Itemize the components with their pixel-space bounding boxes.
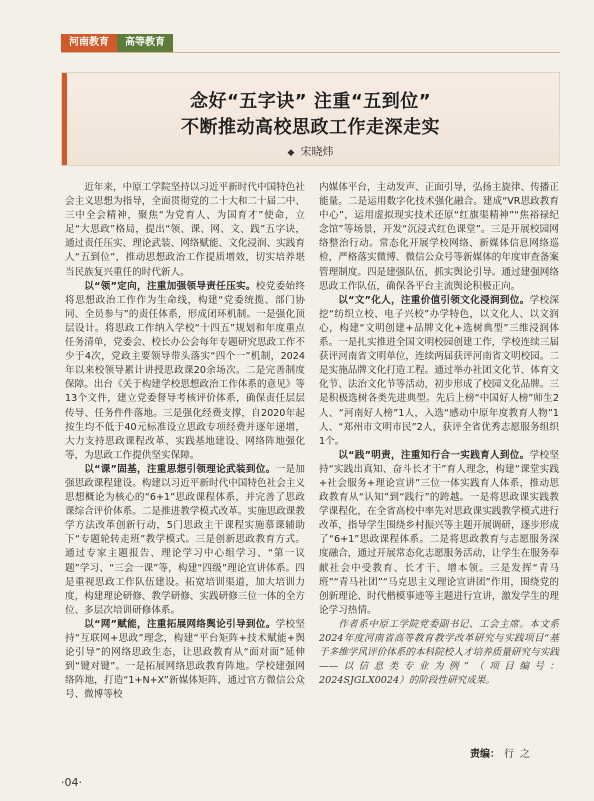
- paragraph-heading: 以“践”明责，注重知行合一实践育人到位。: [338, 449, 530, 461]
- paragraph: [65, 280, 305, 463]
- author-note-text: 作者系中原工学院党委副书记、工会主席。本文系2024年度河南省高等教育教学改革研究与实践项目“基于多维学风评价体系的本科院校人才培养质量研究与实践——以信息类专业为例”（项目编号：2024SJGLX0024）的阶段性研究成果。: [319, 618, 559, 687]
- editor-label: 责编：: [470, 749, 500, 760]
- editor-credit: [470, 745, 536, 760]
- page-number: ·04·: [61, 776, 82, 789]
- section-tab: 河南教育: [61, 34, 117, 52]
- paragraph: [319, 449, 559, 618]
- author-name: 宋晓炜: [300, 145, 334, 158]
- title-box: [61, 72, 560, 166]
- paragraph-text: 校党委始终将思想政治工作作为生命线，构建“党委统揽、部门协同、全员参与”的责任体系，形成闭环机制。一是强化顶层设计。将思政工作纳入学校“十四五”规划和年度重点任务清单，党委会、校长办公会每年专题研究思政工作不少于4次，党政主要领导带头落实“四个一”机制，2024年以来校领导累计讲授思政课20余场次。二是完善制度保障。出台《关于构建学校思想政治工作体系的意见》等13个文件，建立党委督导考核评价体系，确保责任层层传导、任务件件落地。三是强化经费支撑，自2020年起按生均不低于40元标准设立思政专项经费并逐年递增，大力支持思政课程改革、实践基地建设、网络阵地强化等，为思政工作提供坚实保障。: [65, 280, 305, 461]
- paragraph-text: 内媒体平台，主动发声、正面引导，弘扬主旋律、传播正能量。二是运用数字化技术强化融合。建成“VR思政教育中心”，运用虚拟现实技术还原“红旗渠精神”“焦裕禄纪念馆”等场景，开发“沉浸式红色课堂”。三是开展校园网络整治行动。常态化开展学校网络、新媒体信息网络巡检，严格落实微博、微信公众号等新媒体的年度审查备案管理制度。四是建强队伍，抓实舆论引导。通过建强网络思政工作队伍，确保各平台主流舆论积极正向。: [319, 182, 559, 292]
- editor-name: 行之: [504, 749, 536, 760]
- author-note: [319, 618, 559, 688]
- paragraph-heading: 以“网”赋能，注重拓展网络舆论引导到位。: [84, 618, 276, 630]
- paragraph-text: 学校坚持“互联网+思政”理念，构建“平台矩阵+技术赋能+舆论引导”的网络思政生态，让思政教育从“面对面”延伸到“键对键”。一是拓展网络思政教育阵地。学校建强网络阵地，打造“1+N+X”新媒体矩阵，通过官方微信公众号、微博等校: [65, 618, 305, 701]
- diamond-icon: ◆: [287, 148, 295, 158]
- paragraph-text: 一是加强思政课程建设。构建以习近平新时代中国特色社会主义思想概论为核心的“6+1”思政课程体系，并完善了思政课综合评价体系。二是推进教学模式改革。实施思政课教学方法改革创新行动，5门思政主干课程实施慕课辅助下“专题轮转走班”教学模式。三是创新思政教育方式。通过专家主题报告、理论学习中心组学习、“第一议题”学习、“三会一课”等，构建“四级”理论宣讲体系。四是重视思政工作队伍建设。拓宽培训渠道，加大培训力度，构建理论研修、教学研修、实践研修三位一体的全方位、多层次培训研修体系。: [65, 463, 305, 616]
- paragraph: [319, 181, 559, 294]
- header-rule: [61, 52, 560, 53]
- title-line-2: 不断推动高校思政工作走深走实: [181, 117, 440, 138]
- paragraph: [65, 463, 305, 618]
- section-tabs: [61, 34, 173, 52]
- subsection-tab: 高等教育: [117, 34, 173, 52]
- paragraph-text: 学校坚持“实践出真知、奋斗长才干”育人理念，构建“课堂实践+社会服务+理论宣讲”三位一体实践育人体系，推动思政教育从“认知”到“践行”的跨越。一是将思政课实践教学课程化，在全省高校中率先对思政课实践教学模式进行改革，指导学生围绕乡村振兴等主题开展调研，逐步形成了“6+1”思政课程体系。二是将思政教育与志愿服务深度融合，通过开展常态化志愿服务活动，让学生在服务奉献社会中受教育、长才干、增本领。三是发挥“青马班”“青马社团”“马克思主义理论宣讲团”作用，围绕党的创新理论、时代楷模事迹等主题进行宣讲，激发学生的理论学习热情。: [319, 449, 559, 616]
- paragraph-text: 学校深挖“纺织立校、电子兴校”办学特色，以文化人、以文润心，构建“文明创建+品牌文化+选树典型”三维浸润体系。一是扎实推进全国文明校园创建工作，学校连续三届获评河南省文明单位，连续两届获评河南省文明校园。二是实施品牌文化打造工程。通过举办社团文化节、体育文化节、法治文化节等活动，初步形成了校园文化品牌。三是积极选树各类先进典型。先后上榜“中国好人榜”师生2人、“河南好人榜”1人，入选“感动中原年度教育人物”1人、“郑州市文明市民”2人，获评全省优秀志愿服务组织1个。: [319, 294, 559, 447]
- left-column: [65, 181, 305, 702]
- paragraph: [65, 618, 305, 703]
- paragraph: [319, 294, 559, 449]
- paragraph: [65, 181, 305, 280]
- paragraph-heading: 以“文”化人，注重价值引领文化浸润到位。: [338, 294, 530, 306]
- paragraph-heading: 以“课”固基，注重思想引领理论武装到位。: [84, 463, 276, 475]
- byline: [62, 143, 559, 159]
- right-column: [319, 181, 559, 688]
- paragraph-text: 近年来，中原工学院坚持以习近平新时代中国特色社会主义思想为指导，全面贯彻党的二十大和二十届二中、三中全会精神，聚焦“为党育人、为国育才”使命，立足“大思政”格局，提出“领、课、网、文、践”五字诀，通过责任压实、理论武装、网络赋能、文化浸润、实践育人“五到位”，推动思想政治工作提质增效，切实培养堪当民族复兴重任的时代新人。: [65, 182, 305, 278]
- paragraph-heading: 以“领”定向，注重加强领导责任压实。: [84, 280, 256, 292]
- title-line-1: 念好“五字诀” 注重“五到位”: [189, 91, 432, 112]
